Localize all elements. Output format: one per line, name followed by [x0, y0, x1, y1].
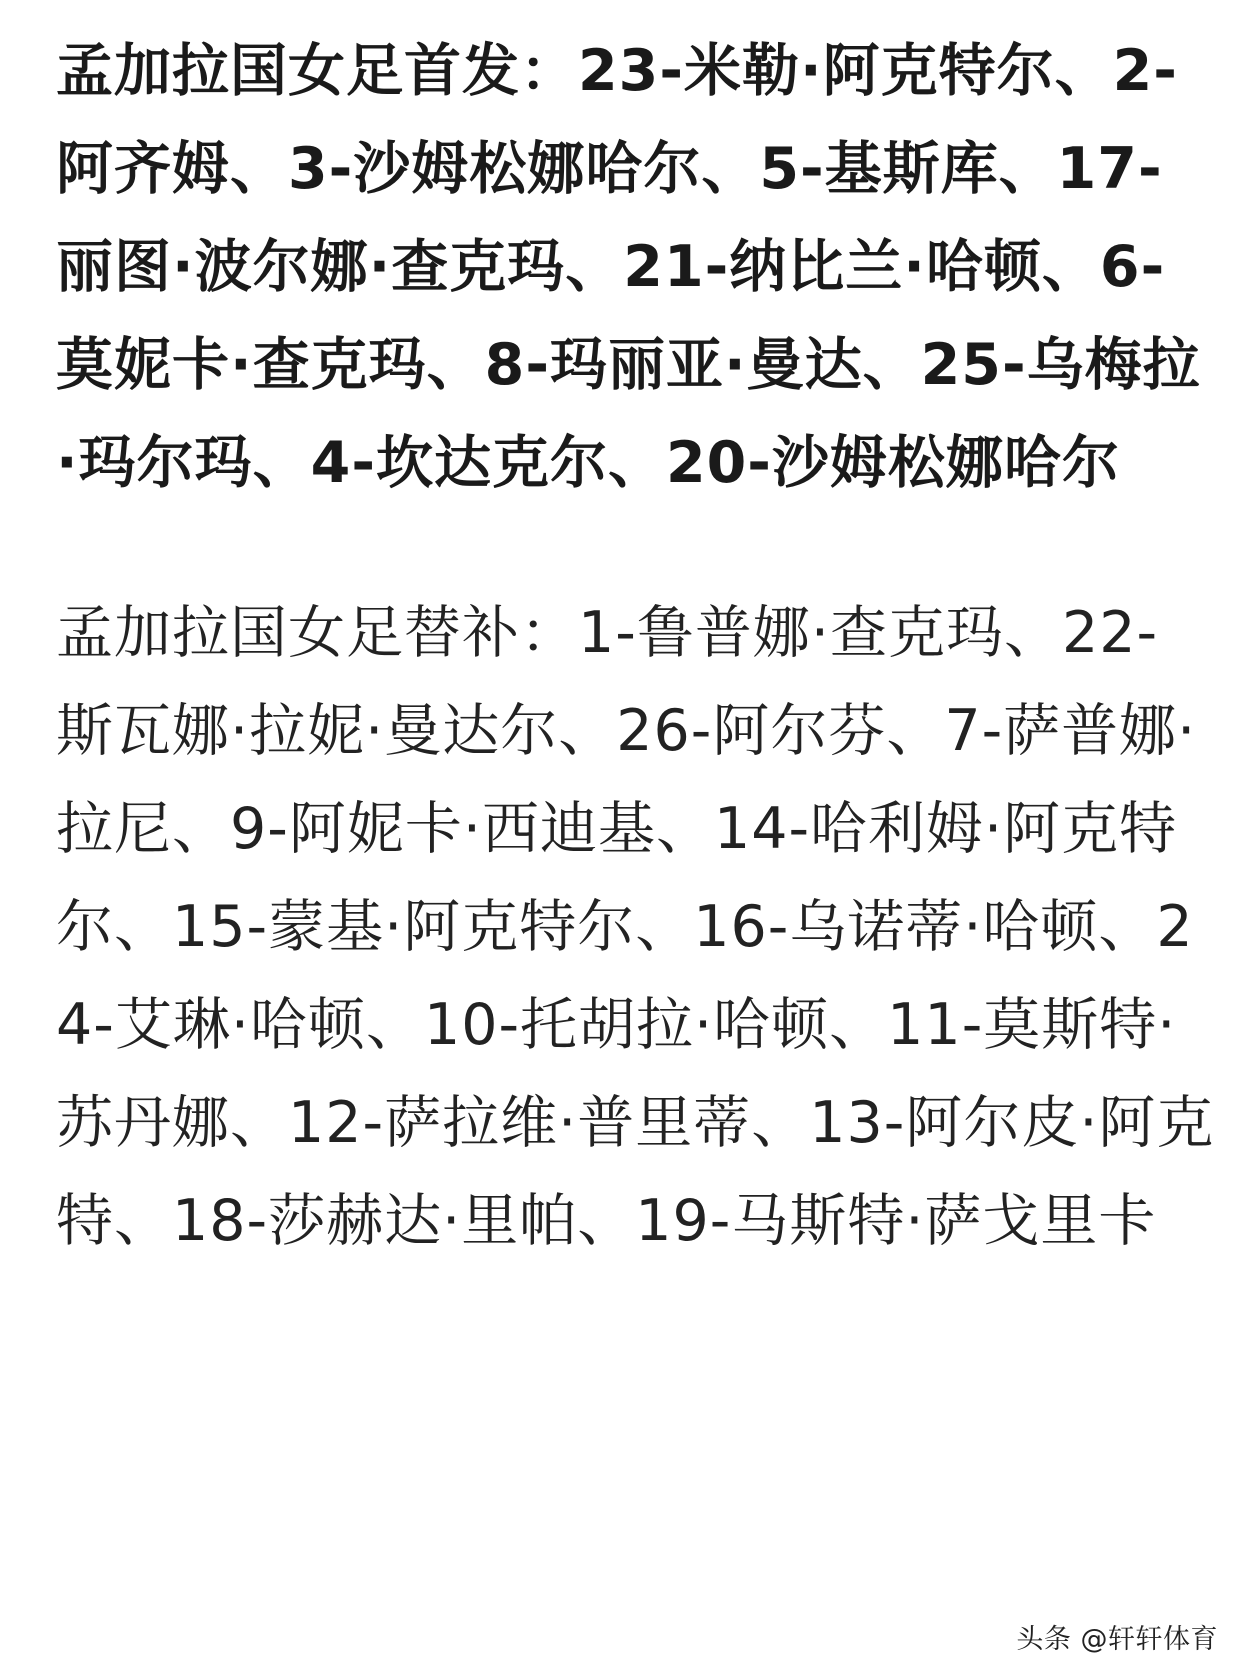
starters-paragraph: 孟加拉国女足首发：23-米勒·阿克特尔、2-阿齐姆、3-沙姆松娜哈尔、5-基斯库、17-丽图·波尔娜·查克玛、21-纳比兰·哈顿、6-莫妮卡·查克玛、8-玛丽亚·曼达、25-乌梅拉·玛尔玛、4-坎达克尔、20-沙姆松娜哈尔 — [56, 38, 1201, 496]
article-body — [56, 22, 1216, 1270]
paragraph-spacer — [56, 512, 1216, 584]
substitutes-paragraph: 孟加拉国女足替补：1-鲁普娜·查克玛、22-斯瓦娜·拉妮·曼达尔、26-阿尔芬、7-萨普娜·拉尼、9-阿妮卡·西迪基、14-哈利姆·阿克特尔、15-蒙基·阿克特尔、16-乌诺蒂·哈顿、24-艾琳·哈顿、10-托胡拉·哈顿、11-莫斯特·苏丹娜、12-萨拉维·普里蒂、13-阿尔皮·阿克特、18-莎赫达·里帕、19-马斯特·萨戈里卡 — [56, 600, 1215, 1254]
source-watermark: 头条 @轩轩体育 — [1016, 1624, 1218, 1655]
